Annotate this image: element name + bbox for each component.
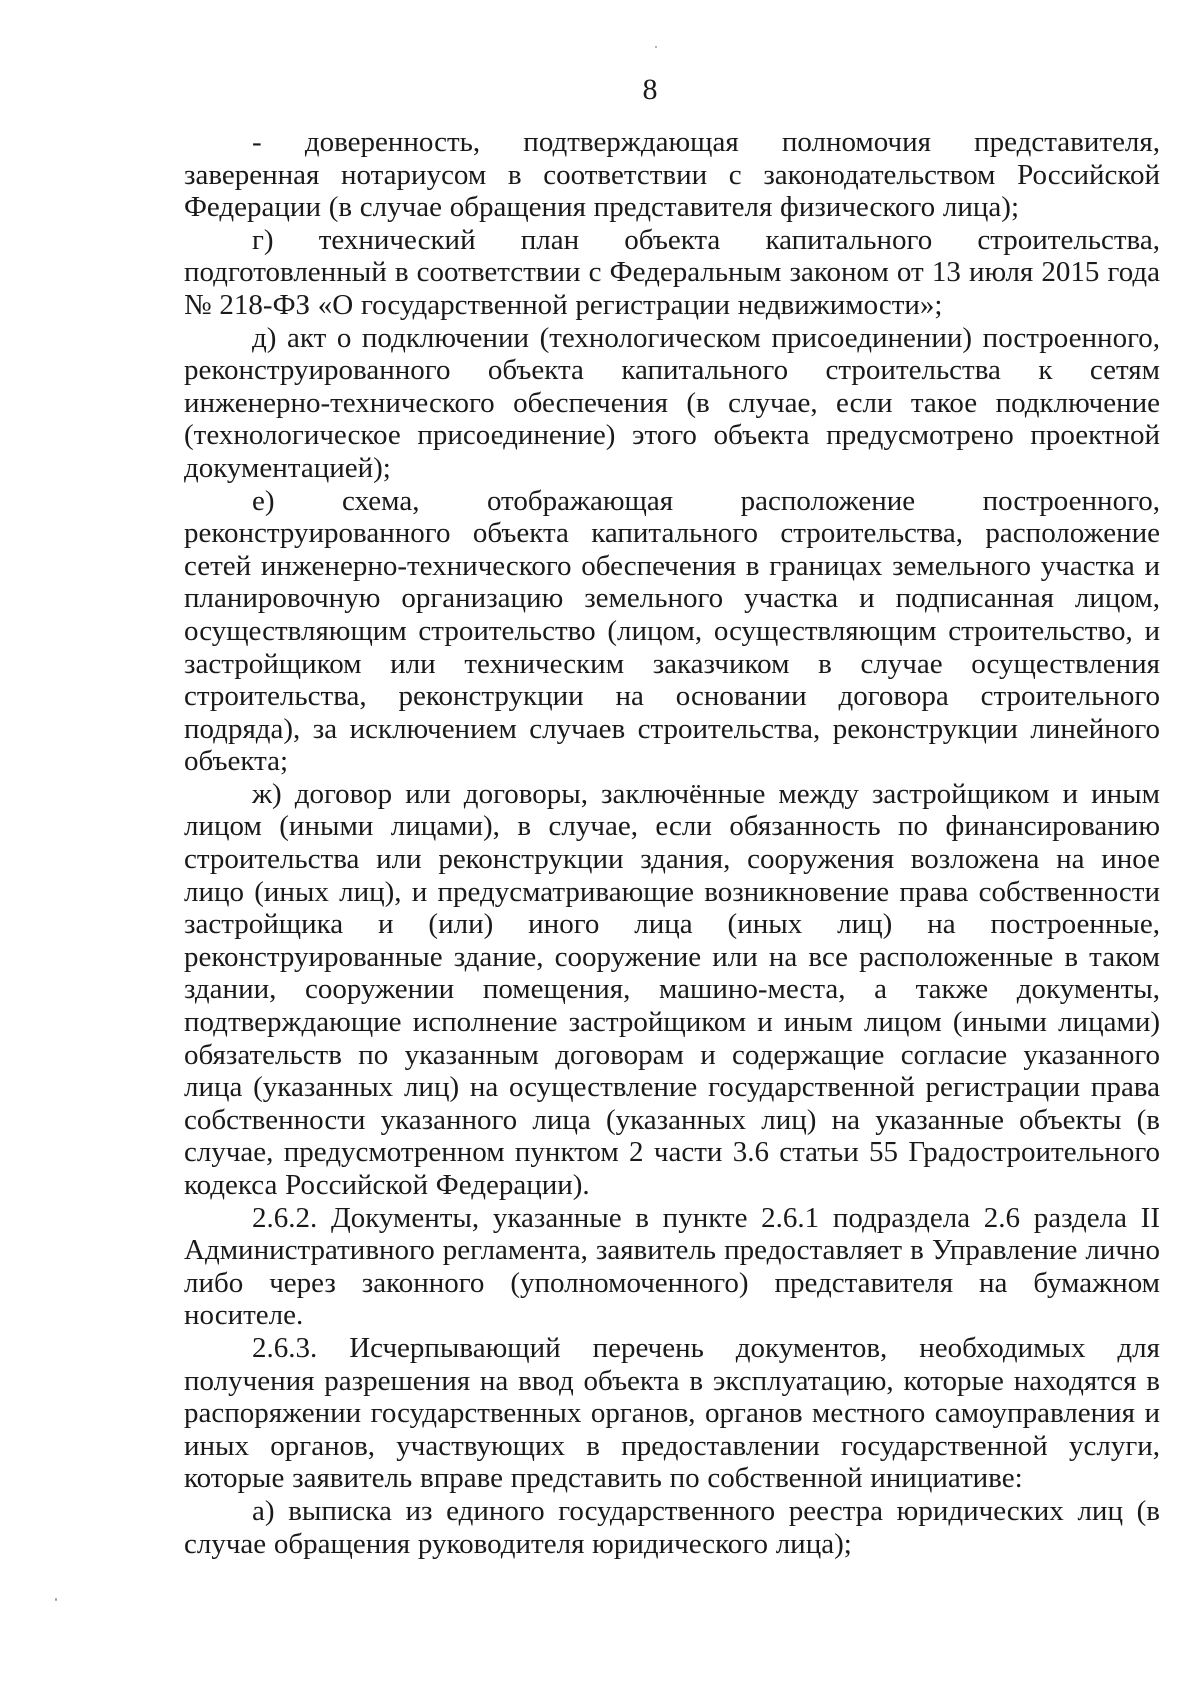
paragraph-2-6-3: 2.6.3. Исчерпывающий перечень документов, необходимых для получения разрешения на ввод объекта в эксплуатацию, которые находятся в распоряжении государственных органов, органов местного самоуправления и иных органов, участвующих в предоставлении государственной услуги, которые заявитель вправе представить по собственной инициативе: [184,1331,1160,1495]
paragraph-item-zh: ж) договор или договоры, заключённые между застройщиком и иным лицом (иными лицами), в случае, если обязанность по финансированию строительства или реконструкции здания, сооружения возложена на иное лицо (иных лиц), и предусматривающие возникновение права собственности застройщика и (или) иного лица (иных лиц) на построенные, реконструированные здание, сооружение или на все расположенные в таком здании, сооружении помещения, машино-места, а также документы, подтверждающие исполнение застройщиком и иным лицом (иными лицами) обязательств по указанным договорам и содержащие согласие указанного лица (указанных лиц) на осуществление государственной регистрации права собственности указанного лица (указанных лиц) на указанные объекты (в случае, предусмотренном пунктом 2 части 3.6 статьи 55 Градостроительного кодекса Российской Федерации). [184,777,1160,1201]
paragraph-2-6-2: 2.6.2. Документы, указанные в пункте 2.6.1 подраздела 2.6 раздела II Административного регламента, заявитель предоставляет в Управление лично либо через законного (уполномоченного) представителя на бумажном носителе. [184,1201,1160,1332]
paragraph-item-d: д) акт о подключении (технологическом присоединении) построенного, реконструированного объекта капитального строительства к сетям инженерно-технического обеспечения (в случае, если такое подключение (технологическое присоединение) этого объекта предусмотрено проектной документацией); [184,321,1160,484]
paragraph-item-e: е) схема, отображающая расположение построенного, реконструированного объекта капитального строительства, расположение сетей инженерно-технического обеспечения в границах земельного участка и планировочную организацию земельного участка и подписанная лицом, осуществляющим строительство (лицом, осуществляющим строительство, и застройщиком или техническим заказчиком в случае осуществления строительства, реконструкции на основании договора строительного подряда), за исключением случаев строительства, реконструкции линейного объекта; [184,484,1160,778]
paragraph-power-of-attorney: - доверенность, подтверждающая полномочия представителя, заверенная нотариусом в соответствии с законодательством Российской Федерации (в случае обращения представителя физического лица); [184,126,1160,224]
paragraph-item-g: г) технический план объекта капитального строительства, подготовленный в соответствии с Федеральным законом от 13 июля 2015 года № 218-ФЗ «О государственной регистрации недвижимости»; [184,223,1160,321]
page-number: 8 [642,73,658,106]
paragraph-item-a: а) выписка из единого государственного реестра юридических лиц (в случае обращения руководителя юридического лица); [184,1494,1160,1560]
scan-speck [655,46,657,48]
scan-speck [55,1598,57,1601]
document-body [184,126,1160,1560]
